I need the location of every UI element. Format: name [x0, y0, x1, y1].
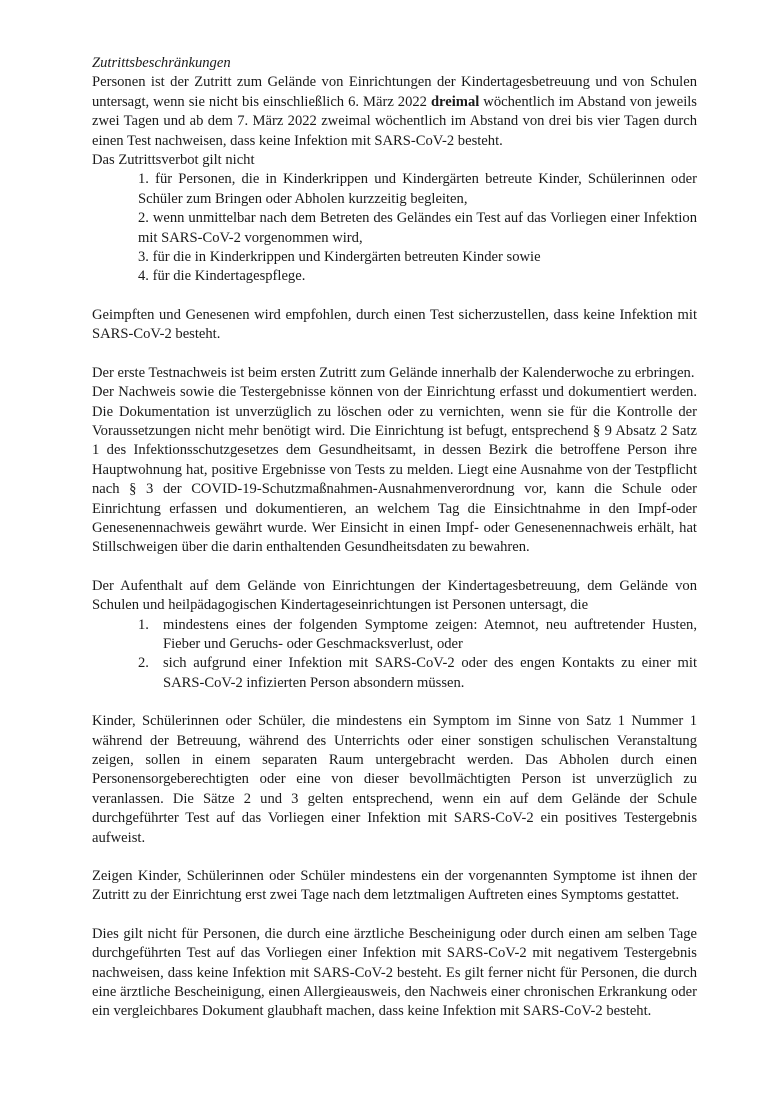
- exception-item: 4. für die Kindertagespflege.: [138, 268, 306, 285]
- item-text: mindestens eines der folgenden Symptome zeigen: Atemnot, neu auftretender Husten, Fieber und Geruchs- oder Geschmacksverlust, oder: [163, 616, 697, 652]
- access-rule-text-end: wöchentlich im Abstand von jeweils zwei Tagen und ab dem 7. März 2022 zweimal wöchentlich im Abstand von drei bis vier Tagen durch einen Test nachweisen, dass keine Infektion mit SARS-CoV-2 besteht.: [92, 93, 697, 149]
- access-rule-text-start: Personen ist der Zutritt zum Gelände von Einrichtungen der Kindertagesbetreuung und von Schulen untersagt, wenn sie nicht bis einschließlich 6. März 2022: [92, 74, 697, 110]
- paragraph-access-rule: [92, 73, 697, 151]
- paragraph-symptomatic-children: Kinder, Schülerinnen oder Schüler, die mindestens ein Symptom im Sinne von Satz 1 Nummer 1 während der Betreuung, während des Unterrichts oder einer sonstigen schulischen Veranstaltung zeigen, sollen in einem separaten Raum untergebracht werden. Das Abholen durch einen Personensorgeberechtigten oder eine von dieser bevollmächtigten Person ist unverzüglich zu veranlassen. Die Sätze 2 und 3 gelten entsprechend, wenn ein auf dem Gelände der Schule durchgeführter Test auf das Vorliegen einer Infektion mit SARS-CoV-2 ein positives Testergebnis aufweist.: [92, 713, 697, 846]
- paragraph-first-test: Der erste Testnachweis ist beim ersten Zutritt zum Gelände innerhalb der Kalenderwoche zu erbringen.: [92, 364, 695, 381]
- exceptions-list: [138, 170, 697, 286]
- paragraph-stay-prohibition: Der Aufenthalt auf dem Gelände von Einrichtungen der Kindertagesbetreuung, dem Gelände von Schulen und heilpädagogischen Kindertageseinrichtungen ist Personen untersagt, die: [92, 577, 697, 614]
- access-rule-bold-word: dreimal: [430, 93, 480, 110]
- section-heading: Zutrittsbeschränkungen: [92, 55, 231, 71]
- item-text: sich aufgrund einer Infektion mit SARS-CoV-2 oder des engen Kontakts zu einer mit SARS-CoV-2 infizierten Person absondern müssen.: [163, 655, 697, 691]
- paragraph-readmission: Zeigen Kinder, Schülerinnen oder Schüler mindestens ein der vorgenannten Symptome ist ihnen der Zutritt zu der Einrichtung erst zwei Tage nach dem letztmaligen Auftreten eines Symptoms gestattet.: [92, 868, 697, 904]
- exceptions-intro: Das Zutrittsverbot gilt nicht: [92, 152, 255, 169]
- paragraph-documentation: Der Nachweis sowie die Testergebnisse können von der Einrichtung erfasst und dokumentiert werden. Die Dokumentation ist unverzüglich zu löschen oder zu vernichten, wenn sie für die Kontrolle der Voraussetzungen nicht mehr benötigt wird. Die Einrichtung ist befugt, entsprechend § 9 Absatz 2 Satz 1 des Infektionsschutzgesetzes dem Gesundheitsamt, in dessen Bezirk die betroffene Person ihre Hauptwohnung hat, positive Ergebnisse von Tests zu melden. Liegt eine Ausnahme von der Testpflicht nach § 3 der COVID-19-Schutzmaßnahmen-Ausnahmenverordnung vor, kann die Schule oder Einrichtung erfassen und dokumentieren, an welchem Tag die Einsichtnahme in den Impf-oder Genesenennachweis gewährt wurde. Wer Einsicht in einen Impf- oder Genesenennachweis erhält, hat Stillschweigen über die darin enthaltenden Gesundheitsdaten zu bewahren.: [92, 384, 697, 556]
- stay-prohibition-item: [138, 654, 697, 693]
- item-number: 2.: [138, 655, 149, 672]
- paragraph-vaccinated: Geimpften und Genesenen wird empfohlen, durch einen Test sicherzustellen, dass keine Infektion mit SARS-CoV-2 besteht.: [92, 306, 697, 343]
- paragraph-exemptions: Dies gilt nicht für Personen, die durch eine ärztliche Bescheinigung oder durch einen am selben Tage durchgeführten Test auf das Vorliegen einer Infektion mit SARS-CoV-2 mit negativem Testergebnis nachweisen, dass keine Infektion mit SARS-CoV-2 besteht. Es gilt ferner nicht für Personen, die durch eine ärztliche Bescheinigung, einen Allergieausweis, den Nachweis einer chronischen Erkrankung oder ein vergleichbares Dokument glaubhaft machen, dass keine Infektion mit SARS-CoV-2 besteht.: [92, 925, 697, 1020]
- exception-item: 3. für die in Kinderkrippen und Kindergärten betreuten Kinder sowie: [138, 249, 541, 266]
- exception-item: 1. für Personen, die in Kinderkrippen und Kindergärten betreute Kinder, Schülerinnen oder Schüler zum Bringen oder Abholen kurzzeitig begleiten,: [138, 171, 697, 207]
- exception-item: 2. wenn unmittelbar nach dem Betreten des Geländes ein Test auf das Vorliegen einer Infektion mit SARS-CoV-2 vorgenommen wird,: [138, 210, 697, 246]
- stay-prohibition-item: [138, 616, 697, 655]
- document-page: [92, 54, 697, 1022]
- item-number: 1.: [138, 616, 149, 633]
- stay-prohibition-list: [138, 616, 697, 694]
